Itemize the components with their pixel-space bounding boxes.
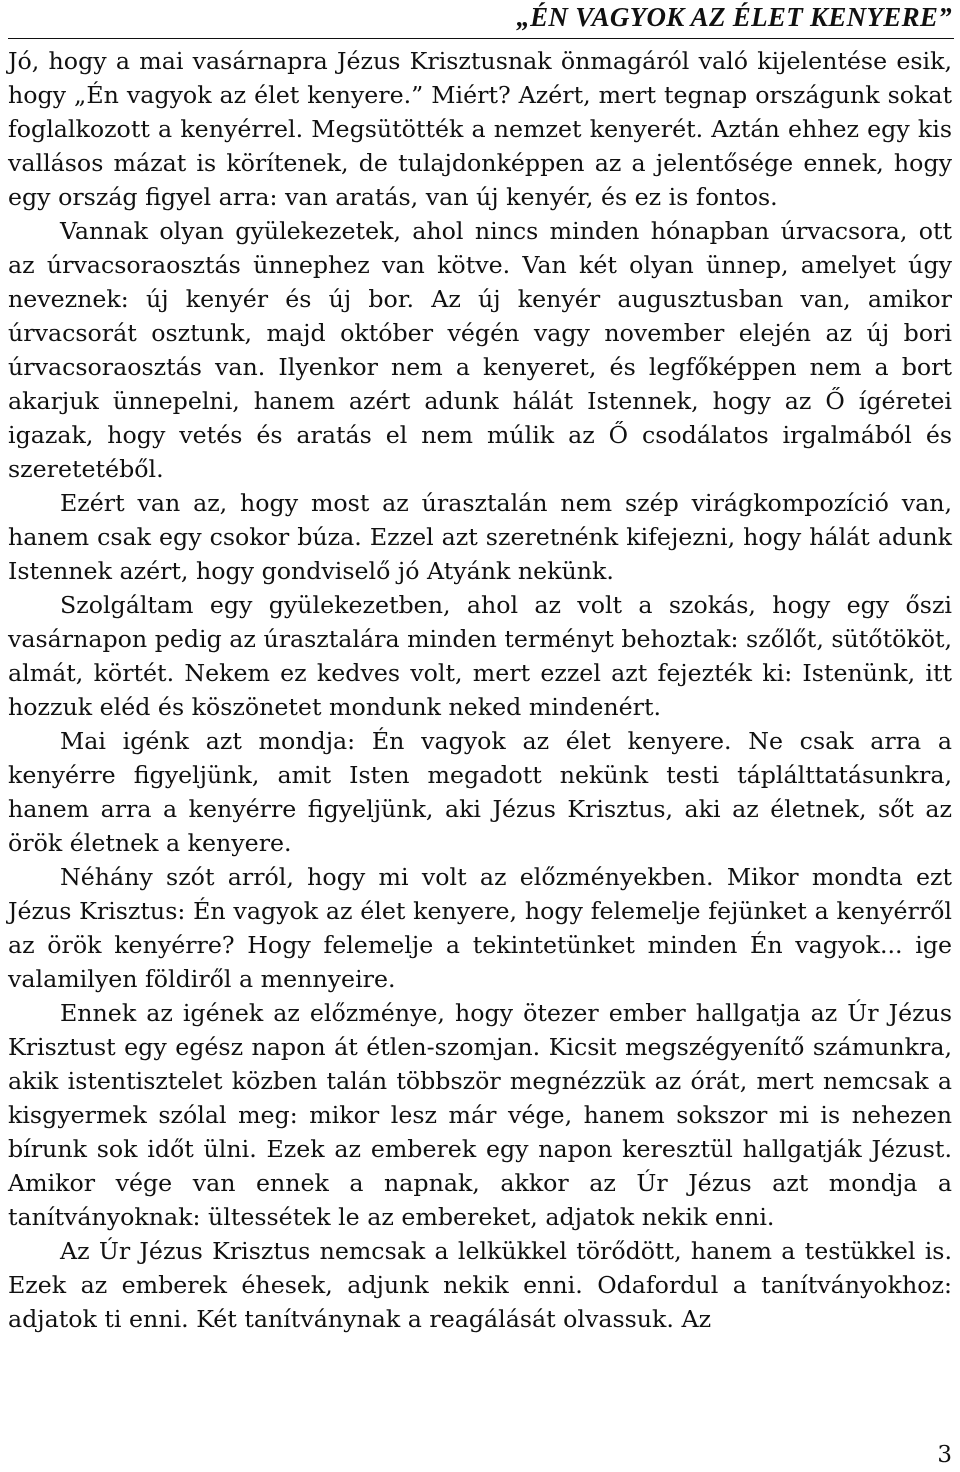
- header-title: „ÉN VAGYOK AZ ÉLET KENYERE”: [516, 2, 952, 32]
- body-text: [8, 44, 952, 1336]
- paragraph: Mai igénk azt mondja: Én vagyok az élet kenyere. Ne csak arra a kenyérre figyeljünk, amit Isten megadott nekünk testi táplálttatásunkra, hanem arra a kenyérre figyeljünk, aki Jézus Krisztus, aki az életnek, sőt az örök életnek a kenyere.: [8, 727, 952, 857]
- paragraph: Vannak olyan gyülekezetek, ahol nincs minden hónapban úrvacsora, ott az úrvacsoraosztás ünnephez van kötve. Van két olyan ünnep, amelyet úgy neveznek: új kenyér és új bor. Az új kenyér augusztusban van, amikor úrvacsorát osztunk, majd október végén vagy november elején az új bori úrvacsoraosztás van. Ilyenkor nem a kenyeret, és legfőképpen nem a bort akarjuk ünnepelni, hanem azért adunk hálát Istennek, hogy az Ő ígéretei igazak, hogy vetés és aratás el nem múlik az Ő csodálatos irgalmából és szeretetéből.: [8, 217, 952, 483]
- paragraph: Ezért van az, hogy most az úrasztalán nem szép virágkompozíció van, hanem csak egy csokor búza. Ezzel azt szeretnénk kifejezni, hogy hálát adunk Istennek azért, hogy gondviselő jó Atyánk nekünk.: [8, 489, 952, 585]
- paragraph: Néhány szót arról, hogy mi volt az előzményekben. Mikor mondta ezt Jézus Krisztus: Én vagyok az élet kenyere, hogy felemelje fejünket a kenyérről az örök kenyérre? Hogy felemelje a tekintetünket minden Én vagyok... ige valamilyen földiről a mennyeire.: [8, 863, 952, 993]
- paragraph: Az Úr Jézus Krisztus nemcsak a lelkükkel törődött, hanem a testükkel is. Ezek az emberek éhesek, adjunk nekik enni. Odafordul a tanítványokhoz: adjatok ti enni. Két tanítványnak a reagálását olvassuk. Az: [8, 1237, 952, 1333]
- page-number: 3: [937, 1442, 952, 1468]
- running-header: [8, 0, 954, 39]
- paragraph: Jó, hogy a mai vasárnapra Jézus Krisztusnak önmagáról való kijelentése esik, hogy „Én vagyok az élet kenyere.” Miért? Azért, mert tegnap országunk sokat foglalkozott a kenyérrel. Megsütötték a nemzet kenyerét. Aztán ehhez egy kis vallásos mázat is körítenek, de tulajdonképpen az a jelentősége ennek, hogy egy ország figyel arra: van aratás, van új kenyér, és ez is fontos.: [8, 47, 952, 211]
- paragraph: Szolgáltam egy gyülekezetben, ahol az volt a szokás, hogy egy őszi vasárnapon pedig az úrasztalára minden terményt behoztak: szőlőt, sütőtököt, almát, körtét. Nekem ez kedves volt, mert ezzel azt fejezték ki: Istenünk, itt hozzuk eléd és köszönetet mondunk neked mindenért.: [8, 591, 953, 721]
- paragraph: Ennek az igének az előzménye, hogy ötezer ember hallgatja az Úr Jézus Krisztust egy egész napon át étlen-szomjan. Kicsit megszégyenítő számunkra, akik istentisztelet közben talán többször megnézzük az órát, mert nemcsak a kisgyermek szólal meg: mikor lesz már vége, hanem sokszor mi is nehezen bírunk sok időt ülni. Ezek az emberek egy napon keresztül hallgatják Jézust. Amikor vége van ennek a napnak, akkor az Úr Jézus azt mondja a tanítványoknak: ültessétek le az embereket, adjatok nekik enni.: [8, 999, 952, 1231]
